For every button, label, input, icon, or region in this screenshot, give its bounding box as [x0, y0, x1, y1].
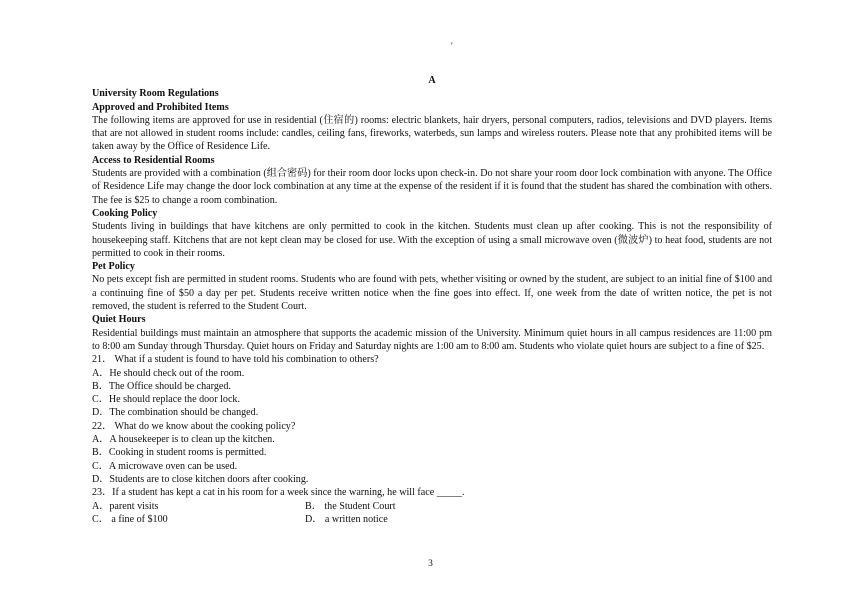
section-text-quiet-hours: Residential buildings must maintain an atmosphere that supports the academic mission of the University. Minimum quiet hours in all campus residences are 11:00 pm to 8:00 am Sunday through Thursday. Quiet hours on Friday and Saturday nights are 1:00 am to 8:00 am. Students who violate quiet hours are subject to a fine of $25.: [92, 327, 772, 352]
question-22-option-d: D．Students are to close kitchen doors after cooking.: [92, 473, 309, 485]
question-23-option-a: A．parent visits: [92, 500, 159, 512]
question-22-option-b: B．Cooking in student rooms is permitted.: [92, 447, 267, 459]
question-23-option-b: B． the Student Court: [305, 500, 396, 512]
passage-title: University Room Regulations: [92, 88, 219, 100]
question-21-option-d: D．The combination should be changed.: [92, 407, 259, 419]
section-heading-quiet-hours: Quiet Hours: [92, 314, 146, 326]
section-text-cooking: Students living in buildings that have kitchens are only permitted to cook in the kitchen. Students must clean up after cooking. This is not the responsibility of housekeeping staff. Kitchens that are not kept clean may be closed for use. With the exception of using a small microwave oven (微波炉) to heat food, students are not permitted to cook in their rooms.: [92, 221, 772, 259]
question-21-option-b: B．The Office should be charged.: [92, 380, 231, 392]
question-21-option-a: A．He should check out of the room.: [92, 367, 245, 379]
section-heading-access: Access to Residential Rooms: [92, 154, 215, 166]
question-23-option-c: C． a fine of $100: [92, 513, 168, 525]
section-heading-approved-items: Approved and Prohibited Items: [92, 101, 229, 113]
section-letter: A: [428, 75, 436, 86]
question-21-stem: 21． What if a student is found to have told his combination to others?: [92, 354, 379, 366]
question-23-options-row-2: [92, 513, 772, 526]
section-text-pet: No pets except fish are permitted in student rooms. Students who are found with pets, whether visiting or owned by the student, are subject to an initial fine of $100 and a continuing fine of $50 a day per pet. Students receive written notice when the fine goes into effect. If, one week from the date of written notice, the pet is not removed, the student is referred to the Student Court.: [92, 274, 772, 313]
top-mark: ': [451, 41, 453, 51]
question-22-option-c: C．A microwave oven can be used.: [92, 460, 238, 472]
question-22-stem: 22． What do we know about the cooking policy?: [92, 420, 296, 432]
question-21-option-c: C．He should replace the door lock.: [92, 394, 241, 406]
question-23-option-d: D． a written notice: [305, 513, 388, 525]
page-number: 3: [428, 559, 433, 569]
document-body: [92, 74, 772, 526]
section-text-approved-items: The following items are approved for use in residential (住宿的) rooms: electric blankets, hair dryers, personal computers, radios, televisions and DVD players. Items that are not allowed in student rooms include: candles, ceiling fans, fireworks, waterbeds, sun lamps and wireless routers. Please note that any prohibited items will be taken away by the Office of Residence Life.: [92, 114, 772, 153]
question-23-stem: 23．If a student has kept a cat in his room for a week since the warning, he will face _____.: [92, 487, 465, 499]
section-heading-pet: Pet Policy: [92, 261, 135, 273]
section-heading-cooking: Cooking Policy: [92, 207, 158, 219]
question-23-options-row-1: [92, 500, 772, 513]
question-22-option-a: A．A housekeeper is to clean up the kitchen.: [92, 434, 275, 446]
section-text-access: Students are provided with a combination (组合密码) for their room door locks upon check-in. Do not share your room door lock combination with anyone. The Office of Residence Life may change the door lock combination at any time at the expense of the resident if it is found that the student has shared the combination with others. The fee is $25 to change a room combination.: [92, 168, 772, 206]
